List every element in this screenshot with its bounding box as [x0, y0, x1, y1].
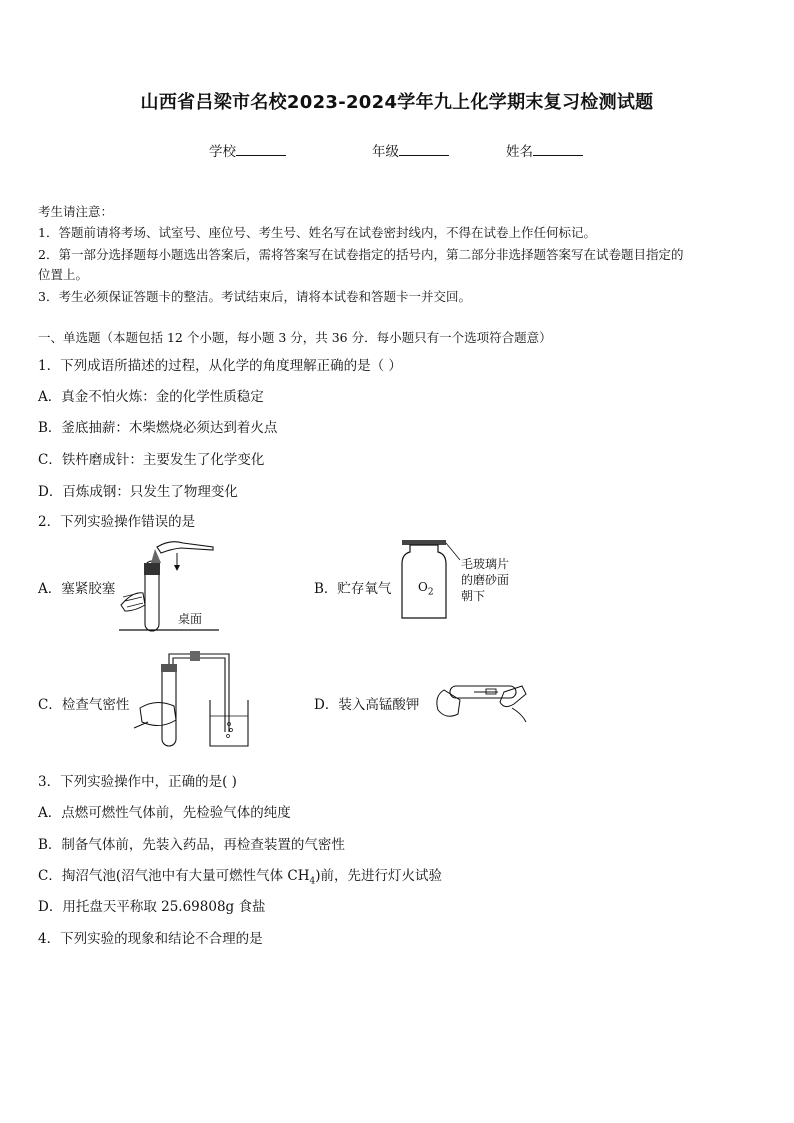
student-info-fields — [0, 140, 794, 160]
airtightness-figure — [130, 648, 255, 748]
name-field[interactable] — [506, 140, 583, 160]
stopper-figure — [115, 533, 220, 635]
q1-option-b: B．釜底抽薪：木柴燃烧必须达到着火点 — [38, 420, 278, 436]
q2-option-b: B．贮存氧气 — [314, 581, 392, 597]
permanganate-figure — [430, 680, 530, 725]
name-label: 姓名 — [506, 144, 533, 160]
notice-item-1: 1．答题前请将考场、试室号、座位号、考生号、姓名写在试卷密封线内，不得在试卷上作任何标记。 — [38, 225, 596, 240]
q3-option-d: D．用托盘天平称取 25.69808g 食盐 — [38, 899, 266, 915]
q3-option-c: C．掏沼气池(沼气池中有大量可燃性气体 $CH_4$)前，先进行灯火试验 — [38, 868, 443, 887]
q1-option-a: A．真金不怕火炼：金的化学性质稳定 — [38, 389, 264, 405]
grade-field[interactable] — [372, 140, 449, 160]
q4-stem: 4．下列实验的现象和结论不合理的是 — [38, 931, 263, 947]
notice-item-2-cont: 位置上。 — [38, 267, 89, 282]
q3-option-b: B．制备气体前，先装入药品，再检查装置的气密性 — [38, 837, 345, 853]
school-label: 学校 — [209, 144, 236, 160]
school-blank[interactable] — [236, 141, 286, 156]
q1-option-c: C．铁杵磨成针：主要发生了化学变化 — [38, 452, 265, 468]
q3-option-a: A．点燃可燃性气体前，先检验气体的纯度 — [38, 805, 291, 821]
q2-stem: 2．下列实验操作错误的是 — [38, 514, 196, 530]
name-blank[interactable] — [533, 141, 583, 156]
q1-stem: 1．下列成语所描述的过程，从化学的角度理解正确的是（ ） — [38, 358, 402, 374]
q1-option-d: D．百炼成钢：只发生了物理变化 — [38, 484, 238, 500]
desk-label: 桌面 — [178, 612, 203, 626]
grade-label: 年级 — [372, 144, 399, 160]
school-field[interactable] — [209, 140, 286, 160]
page-title: 山西省吕梁市名校2023-2024学年九上化学期末复习检测试题 — [140, 92, 654, 113]
ground-glass-note: 毛玻璃片 的磨砂面 朝下 — [461, 557, 510, 603]
grade-blank[interactable] — [399, 141, 449, 156]
section-heading: 一、单选题（本题包括 12 个小题，每小题 3 分，共 36 分．每小题只有一个选项符合题意） — [38, 330, 552, 345]
notice-item-2: 2．第一部分选择题每小题选出答案后，需将答案写在试卷指定的括号内，第二部分非选择题答案写在试卷题目指定的 — [38, 247, 684, 262]
q2-option-c: C．检查气密性 — [38, 697, 130, 713]
notice-item-3: 3．考生必须保证答题卡的整洁。考试结束后，请将本试卷和答题卡一并交回。 — [38, 289, 471, 304]
q3-stem: 3．下列实验操作中，正确的是( ) — [38, 774, 237, 790]
notice-heading: 考生请注意： — [38, 204, 114, 219]
q2-option-d: D．装入高锰酸钾 — [314, 697, 420, 713]
q2-option-a: A．塞紧胶塞 — [38, 581, 116, 597]
o2-label: $O_2$ — [418, 580, 434, 598]
